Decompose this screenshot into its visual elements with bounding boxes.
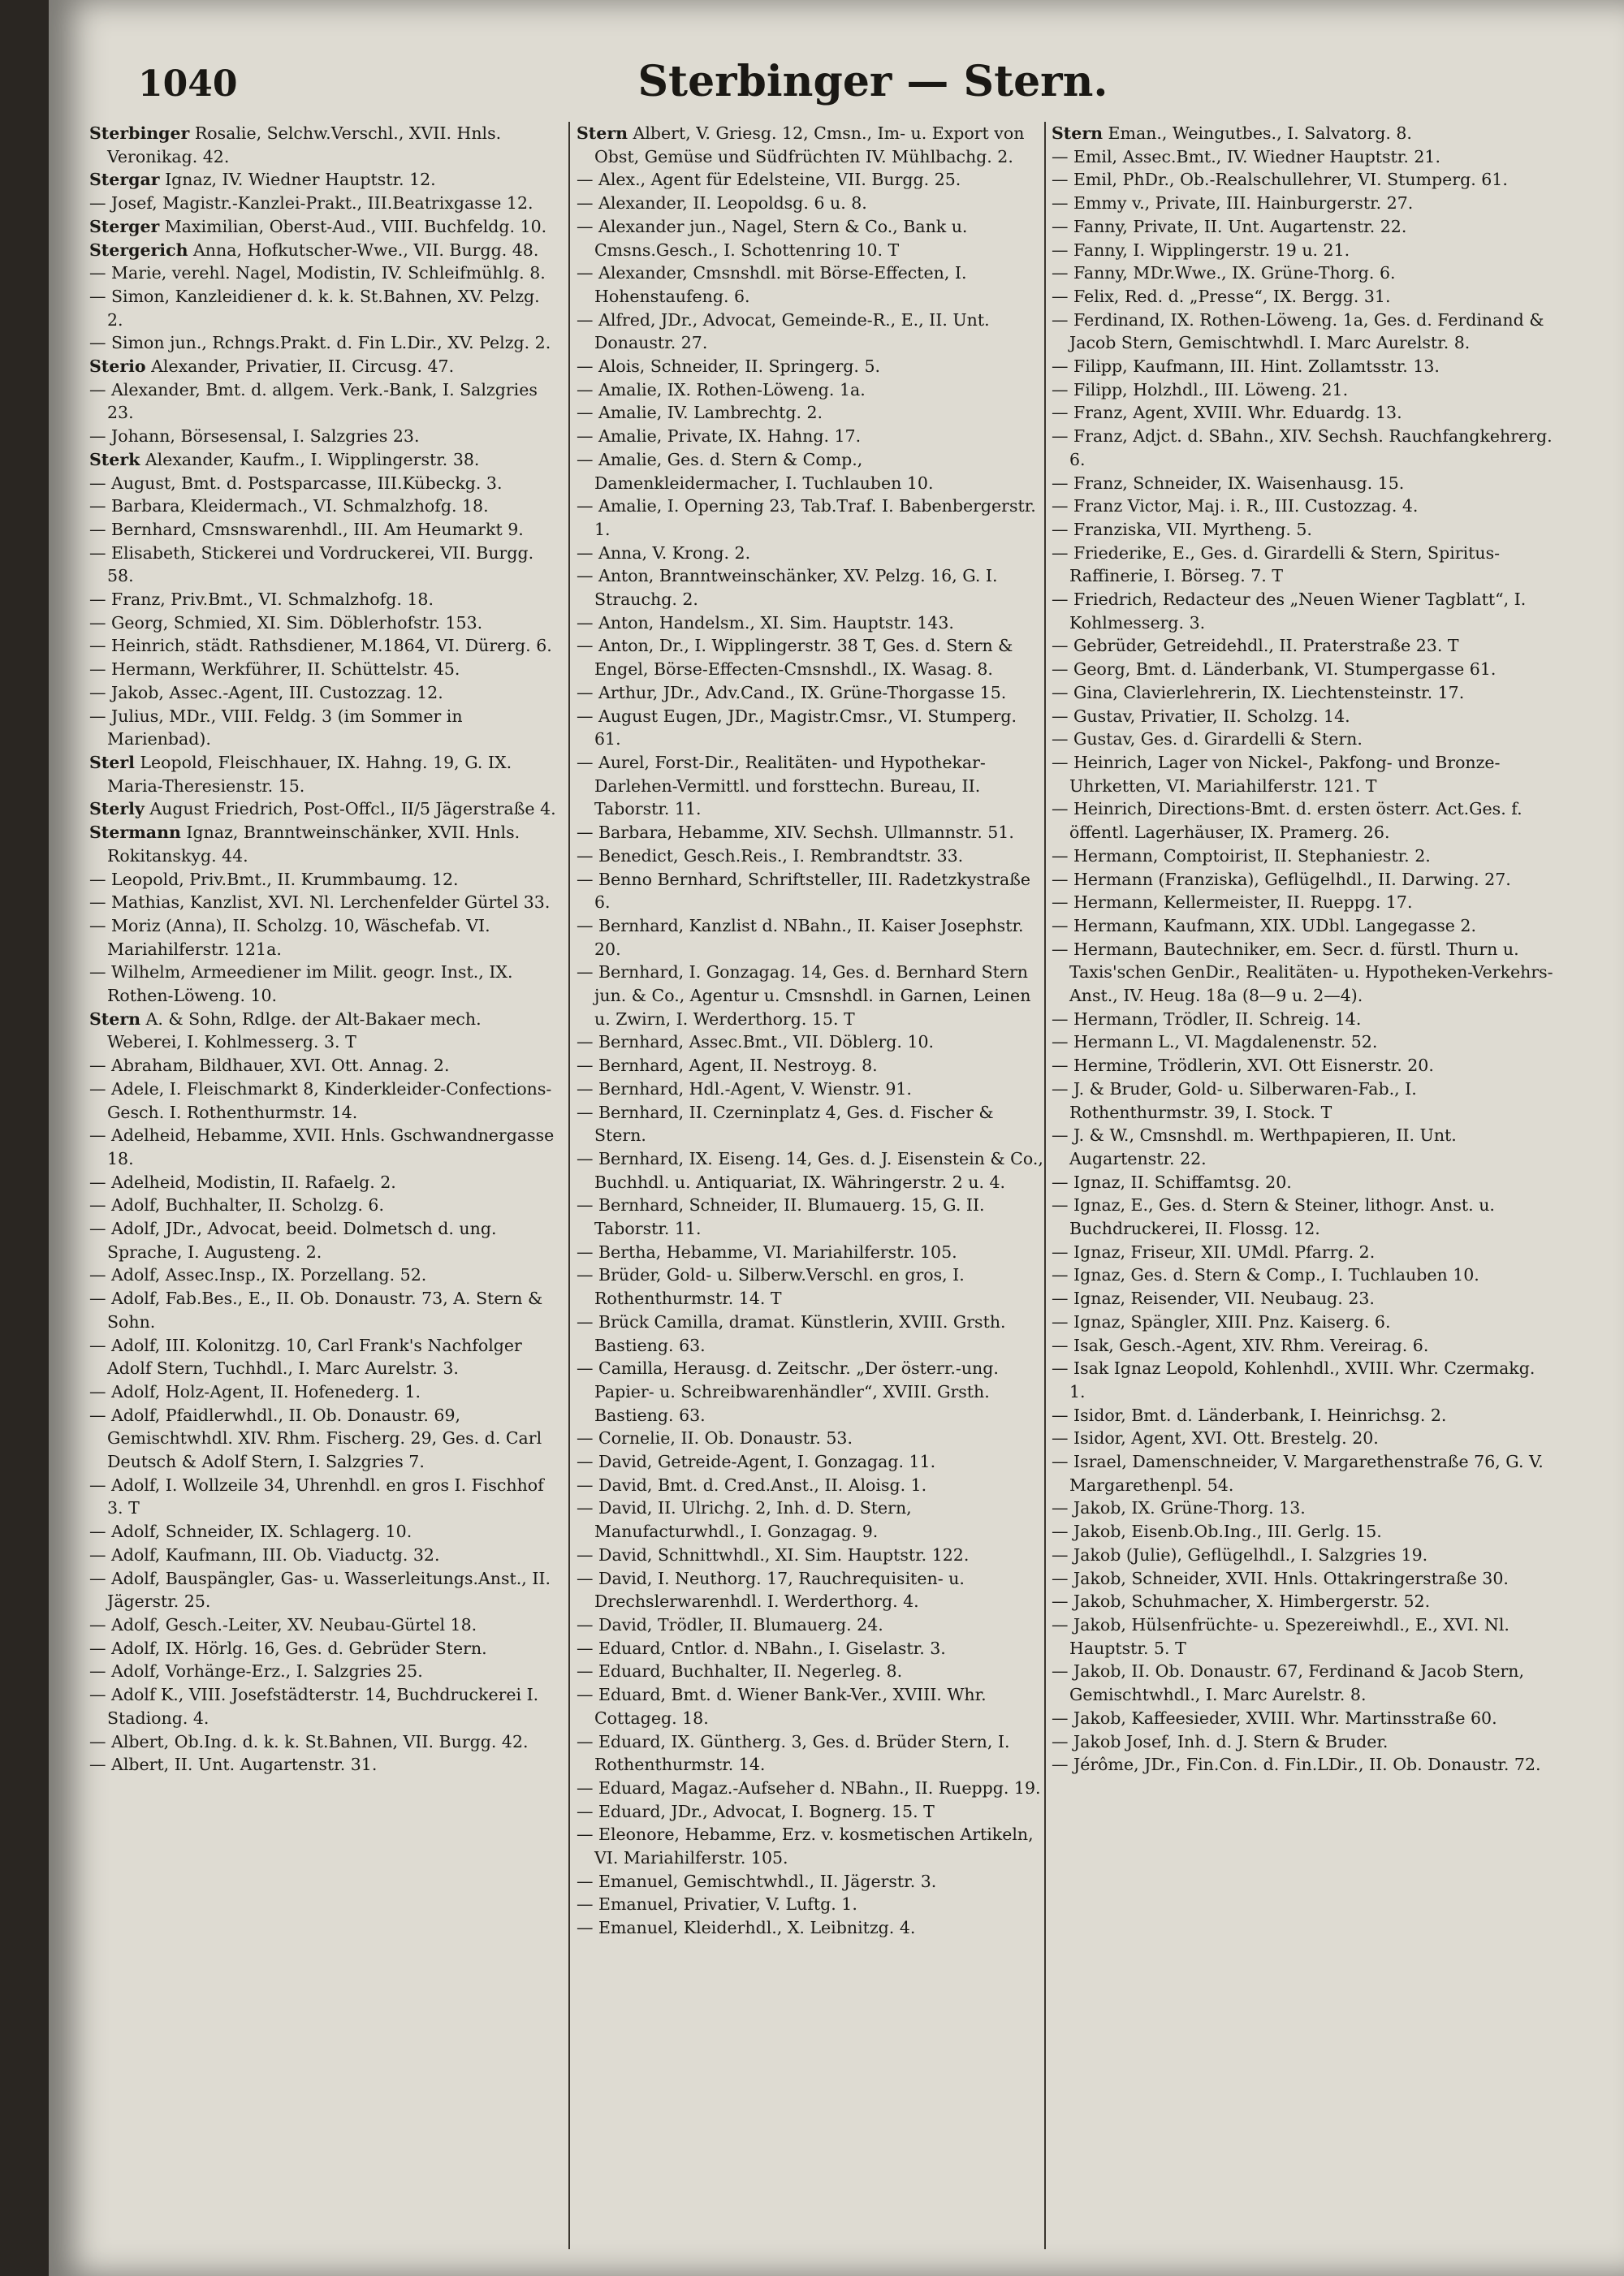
- directory-entry: — Heinrich, städt. Rathsdiener, M.1864, VI. Dürerg. 6.: [89, 636, 552, 656]
- directory-entry: — Bernhard, IX. Eiseng. 14, Ges. d. J. Eisenstein & Co., Buchhdl. u. Antiquariat, IX. Währingerstr. 2 u. 4.: [577, 1148, 1043, 1192]
- directory-entry: — Jakob Josef, Inh. d. J. Stern & Bruder.: [1052, 1731, 1389, 1751]
- directory-entry: — Adolf, Bauspängler, Gas- u. Wasserleitungs.Anst., II. Jägerstr. 25.: [89, 1568, 551, 1612]
- directory-entry: — Albert, II. Unt. Augartenstr. 31.: [89, 1755, 378, 1775]
- directory-entry: Stern A. & Sohn, Rdlge. der Alt-Bakaer mech. Weberei, I. Kohlmesserg. 3. T: [89, 1008, 482, 1052]
- directory-entry: — Cornelie, II. Ob. Donaustr. 53.: [577, 1428, 853, 1449]
- directory-entry: — Julius, MDr., VIII. Feldg. 3 (im Sommer in Marienbad).: [89, 706, 463, 749]
- column-divider: [568, 122, 570, 2249]
- directory-entry: — Anton, Dr., I. Wipplingerstr. 38 T, Ges. d. Stern & Engel, Börse-Effecten-Cmsnshdl., IX. Wasag. 8.: [577, 636, 1013, 680]
- directory-entry: — David, Trödler, II. Blumauerg. 24.: [577, 1615, 883, 1635]
- directory-entry: — Amalie, IV. Lambrechtg. 2.: [577, 403, 823, 423]
- directory-entry: — Benno Bernhard, Schriftsteller, III. Radetzkystraße 6.: [577, 869, 1031, 913]
- directory-entry: — Franz, Schneider, IX. Waisenhausg. 15.: [1052, 473, 1405, 493]
- directory-entry: — Adele, I. Fleischmarkt 8, Kinderkleider-Confections-Gesch. I. Rothenthurmstr. 14.: [89, 1078, 552, 1122]
- page-number: 1040: [138, 63, 238, 105]
- directory-entry: Sterl Leopold, Fleischhauer, IX. Hahng. 19, G. IX. Maria-Theresienstr. 15.: [89, 752, 512, 796]
- directory-entry: Sterly August Friedrich, Post-Offcl., II/5 Jägerstraße 4.: [89, 799, 556, 819]
- directory-entry: — Isak Ignaz Leopold, Kohlenhdl., XVIII. Whr. Czermakg. 1.: [1052, 1358, 1535, 1401]
- directory-entry: — Adolf, Gesch.-Leiter, XV. Neubau-Gürtel 18.: [89, 1615, 477, 1635]
- directory-entry: — Mathias, Kanzlist, XVI. Nl. Lerchenfelder Gürtel 33.: [89, 892, 551, 913]
- directory-entry: — Gebrüder, Getreidehdl., II. Praterstraße 23. T: [1052, 636, 1459, 656]
- directory-entry: — Brüder, Gold- u. Silberw.Verschl. en gros, I. Rothenthurmstr. 14. T: [577, 1265, 965, 1309]
- directory-entry: — Franz Victor, Maj. i. R., III. Custozzag. 4.: [1052, 496, 1419, 516]
- directory-entry: — Aurel, Forst-Dir., Realitäten- und Hypothekar-Darlehen-Vermittl. und forsttechn. Bureau, II. Taborstr. 11.: [577, 752, 986, 819]
- directory-entry: — David, Schnittwhdl., XI. Sim. Hauptstr. 122.: [577, 1544, 970, 1565]
- directory-entry: — Fanny, I. Wipplingerstr. 19 u. 21.: [1052, 240, 1350, 260]
- directory-entry: — Bernhard, Hdl.-Agent, V. Wienstr. 91.: [577, 1078, 912, 1099]
- directory-entry: — Adolf, Vorhänge-Erz., I. Salzgries 25.: [89, 1661, 423, 1682]
- directory-entry: Stern Eman., Weingutbes., I. Salvatorg. 8.: [1052, 123, 1412, 143]
- directory-entry: — Hermann, Kellermeister, II. Rueppg. 17.: [1052, 892, 1413, 913]
- directory-entry: — Isidor, Bmt. d. Länderbank, I. Heinrichsg. 2.: [1052, 1405, 1447, 1425]
- directory-entry: — Adolf, Buchhalter, II. Scholzg. 6.: [89, 1195, 384, 1216]
- directory-entry: — Alois, Schneider, II. Springerg. 5.: [577, 356, 881, 377]
- entries-column-3: [1052, 122, 1555, 2265]
- directory-entry: — Simon, Kanzleidiener d. k. k. St.Bahnen, XV. Pelzg. 2.: [89, 286, 540, 330]
- directory-entry: — Adolf, Schneider, IX. Schlagerg. 10.: [89, 1522, 412, 1542]
- directory-entry: — Georg, Schmied, XI. Sim. Döblerhofstr. 153.: [89, 612, 483, 633]
- entries-column-1: [89, 122, 560, 2265]
- directory-entry: — Adelheid, Modistin, II. Rafaelg. 2.: [89, 1172, 396, 1192]
- directory-entry: — Eleonore, Hebamme, Erz. v. kosmetischen Artikeln, VI. Mariahilferstr. 105.: [577, 1825, 1034, 1868]
- directory-entry: — Bernhard, Schneider, II. Blumauerg. 15, G. II. Taborstr. 11.: [577, 1195, 985, 1239]
- directory-entry: — Adolf, IX. Hörlg. 16, Ges. d. Gebrüder Stern.: [89, 1638, 487, 1658]
- directory-entry: Stergerich Anna, Hofkutscher-Wwe., VII. Burgg. 48.: [89, 240, 539, 260]
- directory-entry: — Adolf, Fab.Bes., E., II. Ob. Donaustr. 73, A. Stern & Sohn.: [89, 1289, 543, 1332]
- directory-entry: — Israel, Damenschneider, V. Margarethenstraße 76, G. V. Margarethenpl. 54.: [1052, 1452, 1544, 1495]
- directory-entry: — Jérôme, JDr., Fin.Con. d. Fin.LDir., II. Ob. Donaustr. 72.: [1052, 1755, 1541, 1775]
- directory-entry: — August, Bmt. d. Postsparcasse, III.Kübeckg. 3.: [89, 473, 503, 493]
- directory-entry: — Jakob, Hülsenfrüchte- u. Spezereiwhdl., E., XVI. Nl. Hauptstr. 5. T: [1052, 1615, 1510, 1658]
- directory-entry: — David, Getreide-Agent, I. Gonzagag. 11.: [577, 1452, 936, 1472]
- directory-entry: — Anton, Branntweinschänker, XV. Pelzg. 16, G. I. Strauchg. 2.: [577, 566, 998, 610]
- directory-entry: — Adolf, Assec.Insp., IX. Porzellang. 52.: [89, 1265, 427, 1285]
- directory-entry: — Hermann, Bautechniker, em. Secr. d. fürstl. Thurn u. Taxis'schen GenDir., Realitäten- u. Hypotheken-Verkehrs-Anst., IV. Heug. 18a (8—9 u. 2—4).: [1052, 939, 1553, 1006]
- directory-entry: — Hermann, Kaufmann, XIX. UDbl. Langegasse 2.: [1052, 915, 1476, 935]
- directory-entry: — Franz, Priv.Bmt., VI. Schmalzhofg. 18.: [89, 590, 434, 610]
- directory-entry: — Franz, Adjct. d. SBahn., XIV. Sechsh. Rauchfangkehrerg. 6.: [1052, 426, 1553, 469]
- directory-entry: — Eduard, JDr., Advocat, I. Bognerg. 15. T: [577, 1801, 935, 1821]
- directory-entry: — Adelheid, Hebamme, XVII. Hnls. Gschwandnergasse 18.: [89, 1125, 555, 1168]
- directory-entry: Sterger Maximilian, Oberst-Aud., VIII. Buchfeldg. 10.: [89, 216, 547, 236]
- directory-entry: — Ignaz, Reisender, VII. Neubaug. 23.: [1052, 1289, 1375, 1309]
- directory-entry: — Hermann, Werkführer, II. Schüttelstr. 45.: [89, 659, 460, 680]
- directory-entry: — Benedict, Gesch.Reis., I. Rembrandtstr. 33.: [577, 845, 964, 866]
- directory-entry: — Eduard, Buchhalter, II. Negerleg. 8.: [577, 1661, 903, 1682]
- directory-entry: — Gina, Clavierlehrerin, IX. Liechtensteinstr. 17.: [1052, 682, 1465, 702]
- directory-entry: — Moriz (Anna), II. Scholzg. 10, Wäschefab. VI. Mariahilferstr. 121a.: [89, 915, 490, 959]
- directory-entry: — Ferdinand, IX. Rothen-Löweng. 1a, Ges. d. Ferdinand & Jacob Stern, Gemischtwhdl. I. Marc Aurelstr. 8.: [1052, 309, 1544, 353]
- directory-entry: — Filipp, Holzhdl., III. Löweng. 21.: [1052, 379, 1349, 399]
- directory-entry: — Amalie, I. Operning 23, Tab.Traf. I. Babenbergerstr. 1.: [577, 496, 1036, 539]
- directory-entry: — Emil, Assec.Bmt., IV. Wiedner Hauptstr. 21.: [1052, 146, 1440, 166]
- directory-entry: — Anna, V. Krong. 2.: [577, 542, 751, 563]
- directory-entry: — Marie, verehl. Nagel, Modistin, IV. Schleifmühlg. 8.: [89, 263, 546, 283]
- directory-entry: — Jakob, IX. Grüne-Thorg. 13.: [1052, 1498, 1306, 1518]
- directory-entry: — David, I. Neuthorg. 17, Rauchrequisiten- u. Drechslerwarenhdl. I. Werderthorg. 4.: [577, 1568, 965, 1612]
- directory-entry: — Heinrich, Directions-Bmt. d. ersten österr. Act.Ges. f. öffentl. Lagerhäuser, IX. Pramerg. 26.: [1052, 799, 1522, 843]
- directory-entry: — Fanny, Private, II. Unt. Augartenstr. 22.: [1052, 216, 1407, 236]
- directory-entry: — Gustav, Privatier, II. Scholzg. 14.: [1052, 706, 1350, 726]
- directory-entry: — Jakob, Schneider, XVII. Hnls. Ottakringerstraße 30.: [1052, 1568, 1509, 1588]
- directory-entry: — Alfred, JDr., Advocat, Gemeinde-R., E., II. Unt. Donaustr. 27.: [577, 309, 990, 353]
- directory-entry: — J. & Bruder, Gold- u. Silberwaren-Fab., I. Rothenthurmstr. 39, I. Stock. T: [1052, 1078, 1417, 1122]
- directory-entry: — Alex., Agent für Edelsteine, VII. Burgg. 25.: [577, 170, 961, 190]
- directory-entry: — Filipp, Kaufmann, III. Hint. Zollamtsstr. 13.: [1052, 356, 1440, 377]
- entries-column-2: [577, 122, 1047, 2265]
- directory-entry: Stern Albert, V. Griesg. 12, Cmsn., Im- u. Export von Obst, Gemüse und Südfrüchten IV. Mühlbachg. 2.: [577, 123, 1025, 166]
- directory-entry: — Hermine, Trödlerin, XVI. Ott Eisnerstr. 20.: [1052, 1056, 1434, 1076]
- directory-entry: — Ignaz, II. Schiffamtsg. 20.: [1052, 1172, 1292, 1192]
- directory-entry: — Anton, Handelsm., XI. Sim. Hauptstr. 143.: [577, 612, 954, 633]
- directory-entry: — Hermann (Franziska), Geflügelhdl., II. Darwing. 27.: [1052, 869, 1511, 889]
- directory-entry: — Bernhard, II. Czerninplatz 4, Ges. d. Fischer & Stern.: [577, 1102, 994, 1146]
- directory-entry: — Adolf, Holz-Agent, II. Hofenederg. 1.: [89, 1381, 421, 1401]
- directory-entry: — Eduard, Cntlor. d. NBahn., I. Giselastr. 3.: [577, 1638, 946, 1658]
- directory-entry: — Brück Camilla, dramat. Künstlerin, XVIII. Grsth. Bastieng. 63.: [577, 1311, 1006, 1355]
- directory-entry: — Elisabeth, Stickerei und Vordruckerei, VII. Burgg. 58.: [89, 542, 534, 586]
- directory-entry: — Heinrich, Lager von Nickel-, Pakfong- und Bronze-Uhrketten, VI. Mariahilferstr. 121. T: [1052, 752, 1501, 796]
- directory-entry: — Friederike, E., Ges. d. Girardelli & Stern, Spiritus-Raffinerie, I. Börseg. 7. T: [1052, 542, 1501, 586]
- directory-entry: — Ignaz, Spängler, XIII. Pnz. Kaiserg. 6.: [1052, 1311, 1391, 1332]
- directory-entry: — Johann, Börsesensal, I. Salzgries 23.: [89, 426, 420, 447]
- directory-entry: — Bernhard, Kanzlist d. NBahn., II. Kaiser Josephstr. 20.: [577, 915, 1024, 959]
- directory-entry: — Bernhard, I. Gonzagag. 14, Ges. d. Bernhard Stern jun. & Co., Agentur u. Cmsnshdl. in Garnen, Leinen u. Zwirn, I. Werderthorg. 15. T: [577, 962, 1031, 1029]
- directory-entry: Sterbinger Rosalie, Selchw.Verschl., XVII. Hnls. Veronikag. 42.: [89, 123, 502, 166]
- directory-entry: — Gustav, Ges. d. Girardelli & Stern.: [1052, 729, 1363, 749]
- directory-entry: — Alexander, Bmt. d. allgem. Verk.-Bank, I. Salzgries 23.: [89, 379, 538, 423]
- directory-entry: — Fanny, MDr.Wwe., IX. Grüne-Thorg. 6.: [1052, 263, 1396, 283]
- directory-entry: — Jakob, II. Ob. Donaustr. 67, Ferdinand & Jacob Stern, Gemischtwhdl., I. Marc Aurelstr. 8.: [1052, 1661, 1525, 1705]
- directory-entry: — Franziska, VII. Myrtheng. 5.: [1052, 519, 1312, 539]
- directory-entry: — Emanuel, Gemischtwhdl., II. Jägerstr. 3.: [577, 1871, 937, 1891]
- directory-entry: — Emmy v., Private, III. Hainburgerstr. 27.: [1052, 193, 1414, 214]
- directory-entry: — Emanuel, Kleiderhdl., X. Leibnitzg. 4.: [577, 1918, 916, 1938]
- directory-entry: — Simon jun., Rchngs.Prakt. d. Fin L.Dir., XV. Pelzg. 2.: [89, 333, 551, 353]
- directory-entry: — Bernhard, Assec.Bmt., VII. Döblerg. 10.: [577, 1032, 935, 1052]
- directory-entry: — Ignaz, Friseur, XII. UMdl. Pfarrg. 2.: [1052, 1242, 1376, 1262]
- directory-entry: — David, Bmt. d. Cred.Anst., II. Aloisg. 1.: [577, 1475, 927, 1495]
- directory-entry: — Alexander, II. Leopoldsg. 6 u. 8.: [577, 193, 867, 214]
- directory-entry: — Bernhard, Cmsnswarenhdl., III. Am Heumarkt 9.: [89, 519, 524, 539]
- directory-entry: — Bernhard, Agent, II. Nestroyg. 8.: [577, 1056, 878, 1076]
- directory-entry: — Hermann, Comptoirist, II. Stephaniestr. 2.: [1052, 845, 1431, 866]
- directory-entry: — Abraham, Bildhauer, XVI. Ott. Annag. 2.: [89, 1056, 450, 1076]
- directory-entry: — Adolf K., VIII. Josefstädterstr. 14, Buchdruckerei I. Stadiong. 4.: [89, 1685, 539, 1728]
- directory-entry: — Adolf, I. Wollzeile 34, Uhrenhdl. en gros I. Fischhof 3. T: [89, 1475, 544, 1518]
- directory-entry: Sterk Alexander, Kaufm., I. Wipplingerstr. 38.: [89, 449, 480, 469]
- directory-entry: — August Eugen, JDr., Magistr.Cmsr., VI. Stumperg. 61.: [577, 706, 1017, 749]
- directory-entry: — Emanuel, Privatier, V. Luftg. 1.: [577, 1894, 857, 1915]
- directory-entry: — Adolf, JDr., Advocat, beeid. Dolmetsch d. ung. Sprache, I. Augusteng. 2.: [89, 1219, 497, 1262]
- directory-entry: — Jakob (Julie), Geflügelhdl., I. Salzgries 19.: [1052, 1544, 1428, 1565]
- directory-entry: — Friedrich, Redacteur des „Neuen Wiener Tagblatt“, I. Kohlmesserg. 3.: [1052, 590, 1527, 633]
- directory-entry: — Barbara, Hebamme, XIV. Sechsh. Ullmannstr. 51.: [577, 823, 1014, 843]
- directory-entry: — Ignaz, E., Ges. d. Stern & Steiner, lithogr. Anst. u. Buchdruckerei, II. Flossg. 12.: [1052, 1195, 1495, 1239]
- directory-entry: — Bertha, Hebamme, VI. Mariahilferstr. 105.: [577, 1242, 957, 1262]
- directory-entry: Stergar Ignaz, IV. Wiedner Hauptstr. 12.: [89, 170, 436, 190]
- directory-entry: — Hermann L., VI. Magdalenenstr. 52.: [1052, 1032, 1378, 1052]
- directory-entry: — Ignaz, Ges. d. Stern & Comp., I. Tuchlauben 10.: [1052, 1265, 1479, 1285]
- directory-entry: — Alexander, Cmsnshdl. mit Börse-Effecten, I. Hohenstaufeng. 6.: [577, 263, 967, 306]
- directory-entry: — Isak, Gesch.-Agent, XIV. Rhm. Vereirag. 6.: [1052, 1335, 1429, 1355]
- directory-entry: — Adolf, III. Kolonitzg. 10, Carl Frank's Nachfolger Adolf Stern, Tuchhdl., I. Marc Aurelstr. 3.: [89, 1335, 522, 1379]
- directory-entry: — Leopold, Priv.Bmt., II. Krummbaumg. 12.: [89, 869, 459, 889]
- directory-entry: — Josef, Magistr.-Kanzlei-Prakt., III.Beatrixgasse 12.: [89, 193, 533, 214]
- page-title: Sterbinger — Stern.: [637, 57, 1108, 106]
- directory-entry: — David, II. Ulrichg. 2, Inh. d. D. Stern, Manufacturwhdl., I. Gonzagag. 9.: [577, 1498, 912, 1542]
- directory-entry: — Adolf, Pfaidlerwhdl., II. Ob. Donaustr. 69, Gemischtwhdl. XIV. Rhm. Fischerg. 29, Ges. d. Carl Deutsch & Adolf Stern, I. Salzgries 7.: [89, 1405, 542, 1472]
- directory-entry: — Jakob, Schuhmacher, X. Himbergerstr. 52.: [1052, 1591, 1431, 1612]
- directory-entry: — Jakob, Assec.-Agent, III. Custozzag. 12.: [89, 682, 443, 702]
- page-header: [138, 57, 1608, 122]
- directory-entry: — Isidor, Agent, XVI. Ott. Brestelg. 20.: [1052, 1428, 1379, 1449]
- directory-entry: — Georg, Bmt. d. Länderbank, VI. Stumpergasse 61.: [1052, 659, 1497, 680]
- directory-entry: — Albert, Ob.Ing. d. k. k. St.Bahnen, VII. Burgg. 42.: [89, 1731, 529, 1751]
- directory-entry: — Felix, Red. d. „Presse“, IX. Bergg. 31.: [1052, 286, 1391, 306]
- directory-entry: — J. & W., Cmsnshdl. m. Werthpapieren, II. Unt. Augartenstr. 22.: [1052, 1125, 1457, 1168]
- directory-entry: — Adolf, Kaufmann, III. Ob. Viaductg. 32.: [89, 1544, 440, 1565]
- directory-entry: — Hermann, Trödler, II. Schreig. 14.: [1052, 1008, 1362, 1029]
- directory-entry: — Jakob, Kaffeesieder, XVIII. Whr. Martinsstraße 60.: [1052, 1708, 1497, 1728]
- directory-entry: Sterio Alexander, Privatier, II. Circusg. 47.: [89, 356, 455, 377]
- directory-entry: — Jakob, Eisenb.Ob.Ing., III. Gerlg. 15.: [1052, 1522, 1382, 1542]
- directory-entry: — Wilhelm, Armeediener im Milit. geogr. Inst., IX. Rothen-Löweng. 10.: [89, 962, 513, 1006]
- directory-entry: — Arthur, JDr., Adv.Cand., IX. Grüne-Thorgasse 15.: [577, 682, 1007, 702]
- directory-entry: — Barbara, Kleidermach., VI. Schmalzhofg. 18.: [89, 496, 489, 516]
- directory-entry: — Eduard, Magaz.-Aufseher d. NBahn., II. Rueppg. 19.: [577, 1777, 1041, 1798]
- directory-entry: — Camilla, Herausg. d. Zeitschr. „Der österr.-ung. Papier- u. Schreibwarenhändler“, XVIII. Grsth. Bastieng. 63.: [577, 1358, 999, 1425]
- directory-entry: — Amalie, Ges. d. Stern & Comp., Damenkleidermacher, I. Tuchlauben 10.: [577, 449, 934, 493]
- directory-entry: — Emil, PhDr., Ob.-Realschullehrer, VI. Stumperg. 61.: [1052, 170, 1508, 190]
- directory-entry: — Eduard, Bmt. d. Wiener Bank-Ver., XVIII. Whr. Cottageg. 18.: [577, 1685, 987, 1728]
- directory-entry: — Amalie, Private, IX. Hahng. 17.: [577, 426, 862, 447]
- directory-entry: — Alexander jun., Nagel, Stern & Co., Bank u. Cmsns.Gesch., I. Schottenring 10. T: [577, 216, 968, 260]
- directory-entry: — Amalie, IX. Rothen-Löweng. 1a.: [577, 379, 866, 399]
- directory-entry: — Franz, Agent, XVIII. Whr. Eduardg. 13.: [1052, 403, 1402, 423]
- directory-entry: Stermann Ignaz, Branntweinschänker, XVII. Hnls. Rokitanskyg. 44.: [89, 823, 520, 866]
- directory-entry: — Eduard, IX. Güntherg. 3, Ges. d. Brüder Stern, I. Rothenthurmstr. 14.: [577, 1731, 1010, 1775]
